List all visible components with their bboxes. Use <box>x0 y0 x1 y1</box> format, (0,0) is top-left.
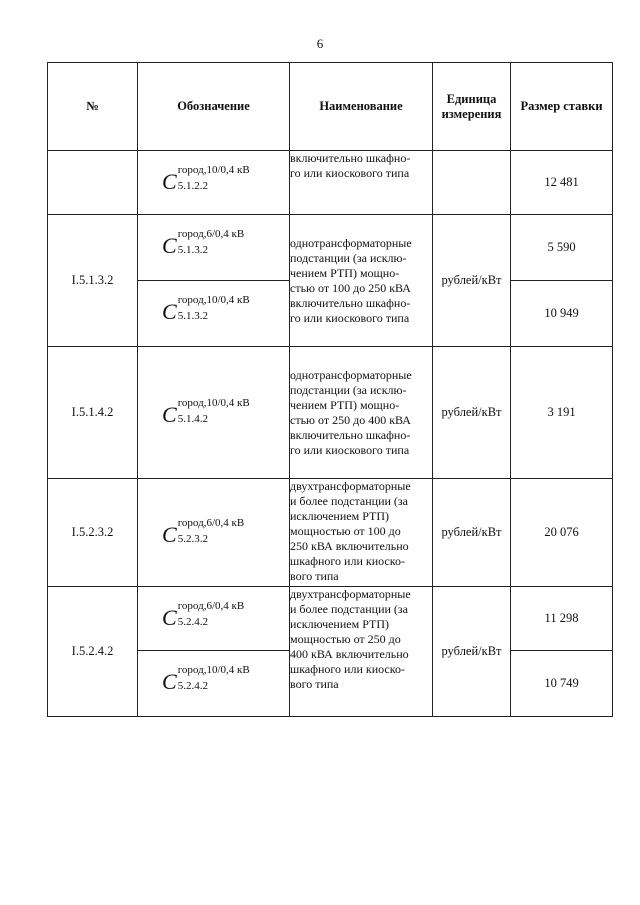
designation-cell <box>138 347 290 479</box>
designation-formula: C город,10/0,4 кВ 5.1.3.2 <box>162 294 250 324</box>
table-row <box>48 151 613 215</box>
header-name: Наименование <box>290 63 433 151</box>
header-designation: Обозначение <box>138 63 290 151</box>
header-rate: Размер ставки <box>511 63 613 151</box>
page-number: 6 <box>316 36 324 51</box>
designation-cell <box>138 479 290 587</box>
designation-formula: C город,10/0,4 кВ 5.1.4.2 <box>162 397 250 427</box>
rate-cell: 10 949 <box>511 281 613 347</box>
table-row <box>48 215 613 281</box>
table-row <box>48 587 613 651</box>
header-unit: Единица измерения <box>433 63 511 151</box>
row-number: I.5.2.4.2 <box>48 587 138 717</box>
name-cell: двухтрансформаторные и более подстанции (за исключением РТП) мощностью от 250 до 400 кВА включительно шкафного или киоско- вого типа <box>290 587 433 717</box>
rates-table <box>47 62 613 717</box>
unit-cell: рублей/кВт <box>433 587 511 717</box>
designation-cell <box>138 281 290 347</box>
name-cell: двухтрансформаторные и более подстанции (за исключением РТП) мощностью от 100 до 250 кВА включительно шкафного или киоско- вого типа <box>290 479 433 587</box>
unit-cell: рублей/кВт <box>433 347 511 479</box>
row-number <box>48 151 138 215</box>
designation-cell <box>138 151 290 215</box>
table-header-row <box>48 63 613 151</box>
rate-cell: 12 481 <box>511 151 613 215</box>
designation-formula: C город,10/0,4 кВ 5.1.2.2 <box>162 164 250 194</box>
designation-formula: C город,6/0,4 кВ 5.1.3.2 <box>162 228 245 258</box>
name-cell: однотрансформаторные подстанции (за исклю- чением РТП) мощно- стью от 100 до 250 кВА включительно шкафно- го или киоскового типа <box>290 215 433 347</box>
name-cell: включительно шкафно- го или киоскового типа <box>290 151 433 215</box>
designation-cell <box>138 587 290 651</box>
designation-cell <box>138 215 290 281</box>
designation-cell <box>138 651 290 717</box>
unit-cell: рублей/кВт <box>433 215 511 347</box>
rate-cell: 5 590 <box>511 215 613 281</box>
table-row <box>48 347 613 479</box>
name-cell: однотрансформаторные подстанции (за исклю- чением РТП) мощно- стью от 250 до 400 кВА включительно шкафно- го или киоскового типа <box>290 347 433 479</box>
designation-formula: C город,6/0,4 кВ 5.2.4.2 <box>162 600 245 630</box>
designation-formula: C город,10/0,4 кВ 5.2.4.2 <box>162 664 250 694</box>
row-number: I.5.2.3.2 <box>48 479 138 587</box>
rate-cell: 3 191 <box>511 347 613 479</box>
rate-cell: 20 076 <box>511 479 613 587</box>
unit-cell: рублей/кВт <box>433 479 511 587</box>
designation-formula: C город,6/0,4 кВ 5.2.3.2 <box>162 517 245 547</box>
rate-cell: 10 749 <box>511 651 613 717</box>
header-num: № <box>48 63 138 151</box>
rate-cell: 11 298 <box>511 587 613 651</box>
row-number: I.5.1.3.2 <box>48 215 138 347</box>
row-number: I.5.1.4.2 <box>48 347 138 479</box>
unit-cell <box>433 151 511 215</box>
table-row <box>48 479 613 587</box>
